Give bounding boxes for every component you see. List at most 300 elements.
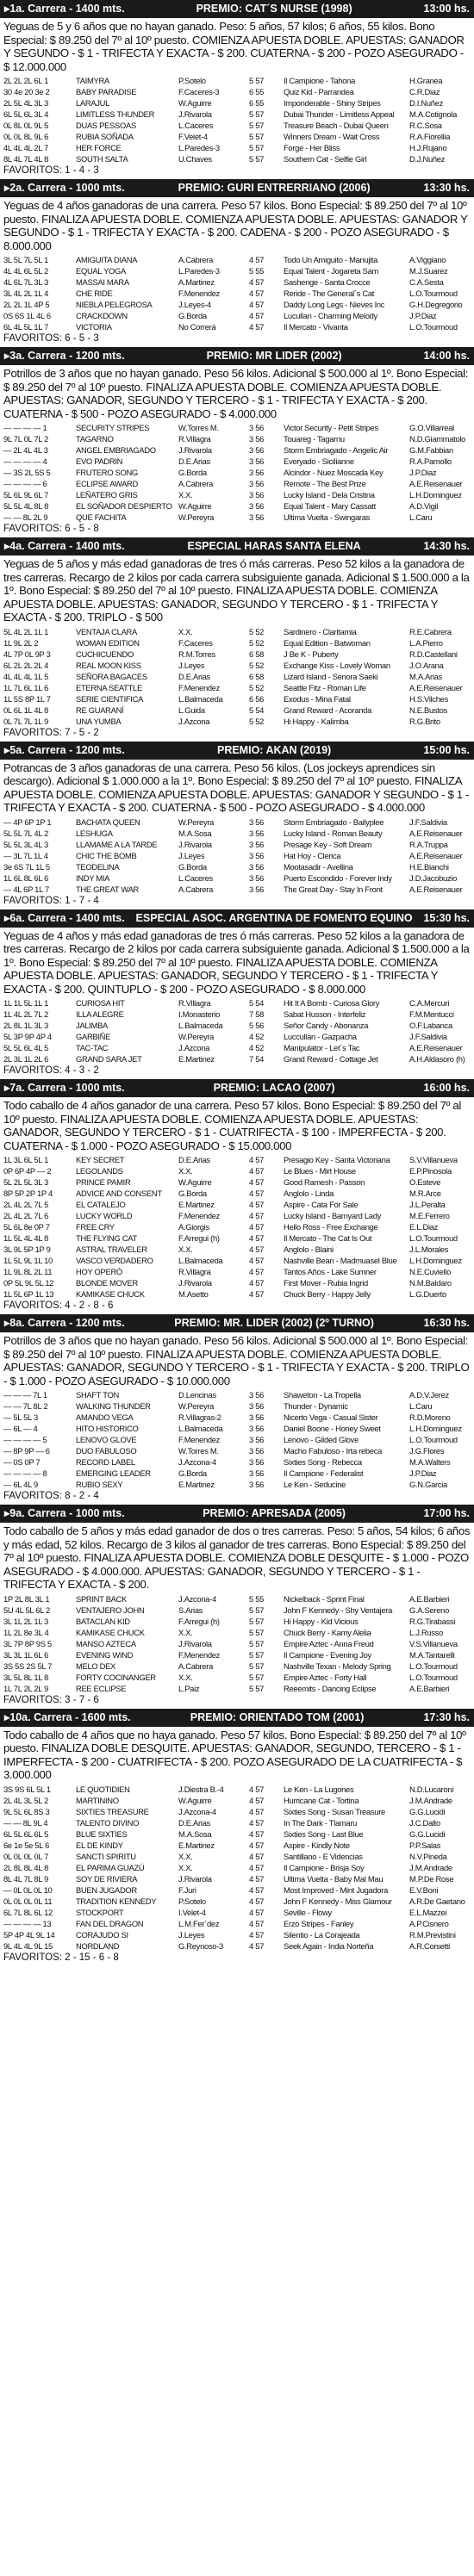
- entry-form: 2L 2L 2L 6L 1: [3, 76, 49, 85]
- entry-age-weight: 4 57: [249, 1289, 265, 1299]
- entry-trainer: L.O.Tourmoud: [409, 1435, 458, 1444]
- entry-horse-name: FAN DEL DRAGON: [76, 1918, 144, 1928]
- entry-form: 3S 5S 2S 5L 7: [3, 1660, 53, 1671]
- entry-trainer: N.M.Baldaro: [409, 1278, 452, 1288]
- entry-horse-name: VENTAJERO JOHN: [76, 1605, 145, 1615]
- entry-horse-name: ANGEL EMBRIAGADO: [76, 445, 156, 455]
- entry-age-weight: 4 57: [249, 1873, 265, 1884]
- entry-jockey: X.X.: [178, 1862, 193, 1872]
- entry-horse-name: HITO HISTORICO: [76, 1424, 139, 1433]
- entry-age-weight: 5 57: [249, 1649, 265, 1660]
- entry-age-weight: 5 57: [249, 121, 265, 130]
- entry-row: [3, 705, 471, 716]
- entry-trainer: G.M.Fabbian: [409, 445, 453, 455]
- entry-row: [3, 1638, 471, 1649]
- entry-trainer: P.P.Salas: [409, 1840, 441, 1850]
- entry-row: [3, 1784, 471, 1795]
- race-favorites: FAVORITOS: 8 - 2 - 4: [3, 1491, 99, 1501]
- race-post-time: 16:30 hs.: [423, 1317, 470, 1329]
- entry-form: 0P 6P 4P — 2: [3, 1166, 52, 1176]
- entry-trainer: E.P.Pinosola: [409, 1166, 452, 1176]
- race-post-time: 14:30 hs.: [423, 540, 470, 552]
- entry-age-weight: 5 52: [249, 626, 265, 636]
- entry-row: [3, 1053, 471, 1065]
- entry-horse-name: CURIOSA HIT: [76, 998, 125, 1008]
- entries-list: [0, 1592, 474, 1694]
- entry-form: 1L 4L 2L 7L 2: [3, 1009, 49, 1019]
- entry-row: [3, 1605, 471, 1616]
- entry-pedigree: Santillano - E Videncias: [284, 1851, 363, 1861]
- race-number-distance: ▸7a. Carrera - 1000 mts.: [4, 1082, 125, 1094]
- entry-form: 2L 3L 1L 2L 6: [3, 1054, 49, 1064]
- race-header: [0, 1314, 474, 1332]
- entry-pedigree: Lucky Island - Barnyard Lady: [284, 1211, 382, 1220]
- entry-row: [3, 512, 471, 523]
- entry-form: 2L 2L 1L 4P 5: [3, 300, 50, 309]
- entry-jockey: A.Cabrera: [178, 884, 214, 894]
- entry-age-weight: 4 57: [249, 1278, 265, 1288]
- entry-row: [3, 75, 471, 86]
- entry-form: — 4P 6P 1P 1: [3, 816, 52, 827]
- entry-horse-name: SERIE CIENTIFICA: [76, 693, 144, 704]
- race-number-distance: ▸10a. Carrera - 1600 mts.: [4, 1710, 131, 1723]
- entry-form: — — — — 13: [3, 1918, 52, 1928]
- entry-pedigree: Exodus - Mina Fatal: [284, 693, 351, 704]
- entry-row: [3, 1042, 471, 1053]
- entry-jockey: J.Azcona-4: [178, 1593, 216, 1604]
- entry-trainer: L.H.Dominguez: [409, 1424, 462, 1433]
- entry-horse-name: CHIC THE BOMB: [76, 850, 137, 860]
- entry-pedigree: Empire Aztec - Anna Freud: [284, 1638, 374, 1648]
- entry-jockey: X.X.: [178, 1851, 193, 1861]
- entry-horse-name: MASSAI MARA: [76, 277, 129, 287]
- entry-jockey: W.Pereyra: [178, 1401, 215, 1411]
- entry-row: [3, 649, 471, 660]
- entry-jockey: W.Pereyra: [178, 816, 215, 827]
- entry-form: 5P 4P 4L 9L 14: [3, 1929, 55, 1940]
- entry-row: [3, 109, 471, 120]
- entry-row: [3, 1940, 471, 1952]
- entry-trainer: G.O.Villarreal: [409, 423, 454, 432]
- entry-trainer: A.H.Aldasoro (h): [409, 1054, 465, 1064]
- entry-row: [3, 1627, 471, 1638]
- entry-age-weight: 4 57: [249, 1189, 265, 1198]
- entry-form: 0P 5L 9L 5L 12: [3, 1278, 54, 1288]
- race-prize-name: PREMIO: APRESADA (2005): [203, 1507, 346, 1519]
- entry-pedigree: Sixties Song - Rebecca: [284, 1457, 362, 1467]
- entry-horse-name: QUE FACHITA: [76, 512, 127, 522]
- entry-age-weight: 4 57: [249, 1828, 265, 1839]
- entry-trainer: C.A.Mercuri: [409, 998, 450, 1008]
- entry-pedigree: Il Campione - Tahona: [284, 76, 355, 85]
- entry-trainer: J.M.Andrade: [409, 1862, 452, 1872]
- entry-form: 2L 4L 3L 5L 2: [3, 1795, 49, 1805]
- entry-age-weight: 3 56: [249, 1446, 265, 1456]
- entry-form: 2L 5L 4L 3L 3: [3, 98, 49, 108]
- entry-pedigree: Remote - The Best Prize: [284, 479, 366, 488]
- entry-trainer: L.O.Tourmoud: [409, 1233, 458, 1243]
- race-number-distance: ▸3a. Carrera - 1200 mts.: [4, 350, 125, 362]
- race-block: [0, 1505, 474, 1709]
- entry-horse-name: DUAS PESSOAS: [76, 121, 136, 130]
- entry-pedigree: Hi Happy - Kalimba: [284, 716, 349, 726]
- entry-age-weight: 6 58: [249, 671, 265, 681]
- entry-pedigree: J Be K - Puberty: [284, 649, 339, 659]
- entries-list: [0, 1783, 474, 1952]
- entry-row: [3, 1188, 471, 1199]
- entry-trainer: R.E.Cabrera: [409, 626, 452, 636]
- entry-pedigree: Lucullan - Charming Melody: [284, 311, 377, 320]
- entry-horse-name: BATACLAN KID: [76, 1616, 130, 1626]
- entry-trainer: L.Caru: [409, 512, 433, 522]
- entry-trainer: A.P.Cisnero: [409, 1918, 449, 1928]
- entry-horse-name: SIXTIES TREASURE: [76, 1806, 149, 1816]
- entries-list: [0, 421, 474, 523]
- entry-age-weight: 5 56: [249, 1021, 265, 1030]
- entry-pedigree: Most Improved - Mint Jugadora: [284, 1884, 389, 1895]
- entry-form: — 6L 4L 9: [3, 1480, 38, 1489]
- entry-trainer: L.H.Dominguez: [409, 1256, 462, 1265]
- entry-row: [3, 693, 471, 705]
- entry-jockey: R.Villagra: [178, 1267, 211, 1276]
- entry-form: — 4L 6P 1L 7: [3, 884, 49, 894]
- entry-horse-name: TAGARNO: [76, 434, 114, 444]
- entry-row: [3, 1806, 471, 1817]
- entry-pedigree: Manipulator - Let´s Tac: [284, 1043, 360, 1052]
- entry-pedigree: Puerto Escondido - Forever Indy: [284, 872, 392, 883]
- entry-form: 0S 6S 1L 4L 6: [3, 311, 51, 320]
- entry-horse-name: FRUTERO SONG: [76, 468, 138, 477]
- entry-jockey: J.Leyes: [178, 660, 205, 670]
- entry-trainer: E.L.Diaz: [409, 1222, 439, 1232]
- entry-pedigree: Tantos Años - Lake Sumner: [284, 1267, 377, 1276]
- entry-pedigree: Sashenge - Santa Crocce: [284, 277, 371, 287]
- entry-age-weight: 3 56: [249, 1457, 265, 1467]
- entry-jockey: F.Caceres: [178, 637, 213, 648]
- entry-age-weight: 4 57: [249, 277, 265, 287]
- entry-jockey: D.Lencinas: [178, 1390, 216, 1400]
- race-number-distance: ▸6a. Carrera - 1400 mts.: [4, 911, 125, 924]
- entry-pedigree: Empire Aztec - Forty Hall: [284, 1672, 367, 1682]
- entry-form: 5L 6L 8e 0P 7: [3, 1222, 50, 1232]
- entry-trainer: A.R.De Gaetano: [409, 1896, 465, 1906]
- entry-pedigree: Lucky Island - Roman Beauty: [284, 828, 383, 838]
- entry-jockey: A.Martinez: [178, 277, 215, 287]
- entry-form: 1L 5L 6P 1L 13: [3, 1289, 54, 1299]
- race-number-distance: ▸2a. Carrera - 1000 mts.: [4, 182, 125, 194]
- entry-form: 0L 0L 0L 0L 7: [3, 1851, 49, 1861]
- race-prize-name: PREMIO: ORIENTADO TOM (2001): [190, 1710, 365, 1723]
- entry-trainer: H.S.Vilches: [409, 693, 448, 704]
- entry-age-weight: 4 52: [249, 1043, 265, 1052]
- entry-jockey: E.Martinez: [178, 1840, 215, 1850]
- entry-form: 3L 7P 8P 9S 5: [3, 1638, 52, 1648]
- entry-jockey: J.Diestra B.-4: [178, 1784, 224, 1794]
- entry-age-weight: 3 56: [249, 1468, 265, 1478]
- entry-pedigree: The Great Day - Stay In Front: [284, 884, 383, 894]
- entry-jockey: F.Arregui (h): [178, 1616, 220, 1626]
- entry-trainer: O.Esteve: [409, 1177, 441, 1187]
- entry-age-weight: 6 55: [249, 87, 265, 96]
- entry-row: [3, 1862, 471, 1873]
- entry-trainer: L.O.Tourmoud: [409, 1660, 458, 1671]
- entry-row: [3, 489, 471, 500]
- entry-horse-name: CUCHICUENDO: [76, 649, 134, 659]
- entry-row: [3, 1828, 471, 1840]
- entry-form: 5L 5L 6L 4L 5: [3, 1043, 49, 1052]
- race-block: [0, 909, 474, 1080]
- entry-form: 3L 4L 2L 1L 4: [3, 289, 49, 298]
- entry-trainer: V.S.Villanueva: [409, 1638, 458, 1648]
- entry-age-weight: 5 57: [249, 1627, 265, 1637]
- entry-age-weight: 5 57: [249, 154, 265, 164]
- entry-row: [3, 1266, 471, 1277]
- entry-form: 9L 4L 4L 9L 15: [3, 1940, 53, 1951]
- entry-pedigree: Nashville Bean - Madmuasel Blue: [284, 1256, 397, 1265]
- entry-horse-name: VENTAJA CLARA: [76, 626, 137, 636]
- entry-age-weight: 5 57: [249, 132, 265, 141]
- entry-trainer: E.L.Mazzei: [409, 1907, 447, 1917]
- race-block: [0, 742, 474, 909]
- race-block: [0, 537, 474, 742]
- entry-age-weight: 5 52: [249, 682, 265, 692]
- entry-form: — — — — 1: [3, 423, 47, 432]
- entry-jockey: G.Reynoso-3: [178, 1940, 223, 1951]
- entry-horse-name: THE GREAT WAR: [76, 884, 140, 894]
- entry-form: 1L 5L 4L 4L 8: [3, 1233, 49, 1243]
- entry-form: — — — — 8: [3, 1468, 47, 1478]
- race-favorites: FAVORITOS: 6 - 5 - 3: [3, 333, 99, 344]
- entry-pedigree: In The Dark - Tlamaru: [284, 1817, 358, 1828]
- entry-jockey: J.Rivarola: [178, 839, 212, 849]
- entry-row: [3, 1649, 471, 1660]
- entry-trainer: L.O.Tourmoud: [409, 289, 458, 298]
- entry-jockey: J.Azcona-4: [178, 1806, 216, 1816]
- entry-age-weight: 3 56: [249, 1435, 265, 1444]
- entry-jockey: G.Borda: [178, 1468, 207, 1478]
- entry-horse-name: THE FLYING CAT: [76, 1233, 137, 1243]
- entry-trainer: J.P.Diaz: [409, 1468, 437, 1478]
- entry-row: [3, 97, 471, 109]
- entry-jockey: J.Leyes: [178, 850, 205, 860]
- entry-form: 1L 9L 2L 2: [3, 637, 39, 648]
- entry-jockey: X.X.: [178, 1245, 193, 1254]
- entry-jockey: I.Velet-4: [178, 1907, 206, 1917]
- entry-form: — 6L — 4: [3, 1424, 38, 1433]
- entry-form: 1L 7L 2L 2L 9: [3, 1683, 49, 1693]
- entry-horse-name: NIEBLA PELEGROSA: [76, 300, 153, 309]
- entry-horse-name: AMANDO VEGA: [76, 1412, 134, 1422]
- race-conditions: Todo caballo de 5 años y más edad ganador de dos o tres carreras. Peso: 5 años, 54 kilos; 6 años y más edad, 52 kilos. Recargo de 3 kilos al ganador de tres carreras. Bono Especial: $ 89.250 del 7º al 10º puesto. FINALIZA APUESTA DOBLE. COMIENZA DOBLE DESQUITE - $ 1.000 - POZO ASEGURADO - $ 4.000.000. APUESTAS: GANADOR, SEGUNDO Y TERCERO - $ 1 - TRIFECTA Y EXACTA - $ 200.: [3, 1524, 471, 1591]
- race-number-distance: ▸5a. Carrera - 1200 mts.: [4, 743, 125, 756]
- entry-jockey: R.Villagra: [178, 434, 211, 444]
- race-post-time: 17:30 hs.: [423, 1710, 470, 1723]
- entry-pedigree: Mootasadir - Avellina: [284, 861, 353, 872]
- entry-age-weight: 6 56: [249, 693, 265, 704]
- entry-horse-name: WOMAN EDITION: [76, 637, 140, 648]
- entry-horse-name: RE GUARANÍ: [76, 705, 124, 715]
- entry-pedigree: Il Campione - Federalist: [284, 1468, 364, 1478]
- entry-jockey: E.Martinez: [178, 1200, 215, 1209]
- entry-trainer: J.F.Saldivia: [409, 1032, 447, 1041]
- entry-horse-name: LARAJUL: [76, 98, 110, 108]
- entry-jockey: X.X.: [178, 1627, 193, 1637]
- entry-trainer: R.A.Pamollo: [409, 456, 452, 466]
- entry-horse-name: BLUE SIXTIES: [76, 1828, 128, 1839]
- race-post-time: 13:00 hs.: [423, 3, 470, 15]
- entry-trainer: R.A.Truppa: [409, 839, 448, 849]
- entry-form: 1L 1L 5L 1L 1: [3, 998, 49, 1008]
- entry-row: [3, 321, 471, 332]
- entry-pedigree: Todo Un Amiguito - Manujita: [284, 255, 378, 264]
- entry-pedigree: Imponderable - Shiny Stripes: [284, 98, 381, 108]
- entry-trainer: M.R.Arce: [409, 1189, 441, 1198]
- entry-form: 2L 4L 2L 7L 5: [3, 1200, 49, 1209]
- entry-form: 2L 4L 2L 7L 6: [3, 1211, 49, 1220]
- entry-jockey: D.E.Arias: [178, 1155, 210, 1164]
- entry-horse-name: FREE CRY: [76, 1222, 115, 1232]
- entry-pedigree: Presagio Key - Santa Victoriana: [284, 1155, 390, 1164]
- race-conditions: Potrillos de 3 años que no hayan ganado. Peso 56 kilos. Adicional $ 500.000 al 1º. Bono Especial: $ 89.250 del 7º al 10º puesto. FINALIZA APUESTA DOBLE. COMIENZA APUESTA DOBLE. APUESTAS: GANADOR, SEGUNDO Y TERCERO - $ 1 - TRIFECTA Y EXACTA - $ 200. CUATERNA - $ 500 - POZO ASEGURADO - $ 4.000.000: [3, 367, 469, 420]
- entry-trainer: L.G.Duerto: [409, 1289, 446, 1299]
- entry-pedigree: Sixties Song - Susan Treasure: [284, 1806, 385, 1816]
- entry-row: [3, 1468, 471, 1479]
- race-prize-name: PREMIO: AKAN (2019): [216, 743, 332, 756]
- entry-trainer: M.P.De Rose: [409, 1873, 454, 1884]
- entry-horse-name: EL PARIMA GUAZÚ: [76, 1862, 145, 1872]
- entry-row: [3, 1456, 471, 1468]
- race-favorites: FAVORITOS: 1 - 7 - 4: [3, 895, 99, 906]
- entry-jockey: X.X.: [178, 1672, 193, 1682]
- entry-age-weight: 4 57: [249, 1840, 265, 1850]
- entry-form: — 0L 0L 0L 10: [3, 1884, 53, 1895]
- entry-pedigree: Señor Candy - Abonanza: [284, 1021, 369, 1030]
- entry-row: [3, 839, 471, 850]
- entry-form: 1P 2L 8L 3L 1: [3, 1593, 50, 1604]
- entry-row: [3, 1389, 471, 1400]
- entry-pedigree: Silentio - La Corajeada: [284, 1929, 360, 1940]
- entry-form: 1L 5S 8P 1L 7: [3, 693, 51, 704]
- entry-horse-name: KAMIKASE CHUCK: [76, 1289, 145, 1299]
- entry-row: [3, 626, 471, 637]
- race-header: [0, 1709, 474, 1727]
- entry-jockey: A.Cabrera: [178, 479, 214, 488]
- entry-row: [3, 265, 471, 276]
- race-block: [0, 1079, 474, 1314]
- entry-row: [3, 120, 471, 131]
- entry-form: 0L 6L 1L 4L 8: [3, 705, 49, 715]
- entry-trainer: J.L.Morales: [409, 1245, 449, 1254]
- entry-age-weight: 4 57: [249, 1155, 265, 1164]
- entry-pedigree: Seville - Flowy: [284, 1907, 332, 1917]
- entry-pedigree: Chuck Berry - Kamy Alelia: [284, 1627, 371, 1637]
- entry-form: 5L 3P 9P 4P 4: [3, 1032, 52, 1041]
- entry-row: [3, 1616, 471, 1627]
- entry-form: 6L 5L 6L 6L 5: [3, 1828, 49, 1839]
- entry-age-weight: 3 56: [249, 861, 265, 872]
- entry-pedigree: Alcindor - Nuez Moscada Key: [284, 468, 384, 477]
- entry-pedigree: Reride - The General´s Cat: [284, 289, 375, 298]
- entry-trainer: A.E.Reisenauer: [409, 1043, 463, 1052]
- entry-pedigree: Il Mercato - Vivanta: [284, 322, 348, 332]
- entry-horse-name: TEODELINA: [76, 861, 120, 872]
- race-post-time: 15:00 hs.: [423, 743, 470, 756]
- entry-form: 9L 5L 6L 8S 3: [3, 1806, 50, 1816]
- entry-pedigree: Sardinero - Claritamia: [284, 626, 357, 636]
- entry-jockey: L.Guida: [178, 705, 205, 715]
- entry-jockey: M.A.Sosa: [178, 828, 212, 838]
- entry-pedigree: Le Blues - Mirt House: [284, 1166, 356, 1176]
- entry-pedigree: Hat Hoy - Clerica: [284, 850, 341, 860]
- entry-trainer: G.N.Garcia: [409, 1480, 447, 1489]
- entry-age-weight: 3 56: [249, 490, 265, 500]
- entry-jockey: W.Aguirre: [178, 98, 212, 108]
- entry-age-weight: 4 57: [249, 1211, 265, 1220]
- entry-pedigree: Chuck Berry - Happy Jelly: [284, 1289, 371, 1299]
- entry-jockey: W.Aguirre: [178, 1177, 212, 1187]
- entry-pedigree: Nicerto Vega - Casual Sister: [284, 1412, 378, 1422]
- entry-trainer: L.O.Tourmoud: [409, 1672, 458, 1682]
- race-favorites: FAVORITOS: 4 - 3 - 2: [3, 1065, 99, 1076]
- entry-row: [3, 884, 471, 895]
- entry-form: 5U 4L 5L 6L 2: [3, 1605, 50, 1615]
- entry-trainer: L.Caru: [409, 1401, 433, 1411]
- entry-age-weight: 3 56: [249, 479, 265, 488]
- entry-form: — 5L 5L 3: [3, 1412, 38, 1422]
- entries-list: [0, 625, 474, 727]
- entry-horse-name: UNA YUMBA: [76, 716, 122, 726]
- entry-horse-name: HOY OPERÓ: [76, 1267, 122, 1276]
- entry-jockey: W.Torres M.: [178, 1446, 219, 1456]
- entry-age-weight: 4 57: [249, 1256, 265, 1265]
- entry-row: [3, 1817, 471, 1828]
- entry-horse-name: RECORD LABEL: [76, 1457, 135, 1467]
- entry-trainer: J.L.Peralta: [409, 1200, 446, 1209]
- entry-age-weight: 4 57: [249, 1267, 265, 1276]
- entry-jockey: J.Rivarola: [178, 109, 212, 119]
- entry-horse-name: JALIMBA: [76, 1021, 108, 1030]
- race-number-distance: ▸4a. Carrera - 1400 mts.: [4, 540, 125, 552]
- race-post-time: 15:30 hs.: [423, 911, 470, 924]
- entry-form: 4L 6L 7L 3L 3: [3, 277, 49, 287]
- entry-pedigree: Equal Edition - Batwoman: [284, 637, 371, 648]
- entry-form: 3L 5L 7L 5L 1: [3, 255, 49, 264]
- entry-age-weight: 4 57: [249, 300, 265, 309]
- entry-age-weight: 5 57: [249, 76, 265, 85]
- entry-row: [3, 276, 471, 288]
- entry-age-weight: 3 56: [249, 456, 265, 466]
- entry-form: — — — 7L 1: [3, 1390, 47, 1400]
- race-header: [0, 742, 474, 760]
- entry-row: [3, 1400, 471, 1412]
- entry-pedigree: Quiz Kid - Parrandea: [284, 87, 354, 96]
- entry-pedigree: Seek Again - India Norteña: [284, 1940, 374, 1951]
- entry-pedigree: Il Campione - Evening Joy: [284, 1649, 371, 1660]
- race-post-time: 17:00 hs.: [423, 1507, 470, 1519]
- entry-jockey: W.Pereyra: [178, 512, 215, 522]
- entry-trainer: L.J.Russo: [409, 1627, 443, 1637]
- entry-row: [3, 131, 471, 142]
- entry-row: [3, 1154, 471, 1165]
- entry-jockey: L.Caceres: [178, 121, 214, 130]
- entry-form: 2L 8L 1L 3L 3: [3, 1021, 49, 1030]
- race-post-time: 16:00 hs.: [423, 1082, 470, 1094]
- entry-horse-name: BUEN JUGADOR: [76, 1884, 137, 1895]
- entry-pedigree: Ultima Vuelta - Baby Mal Mau: [284, 1873, 384, 1884]
- entry-age-weight: 3 56: [249, 1401, 265, 1411]
- entry-trainer: A.Viggiano: [409, 255, 446, 264]
- entry-row: [3, 1244, 471, 1255]
